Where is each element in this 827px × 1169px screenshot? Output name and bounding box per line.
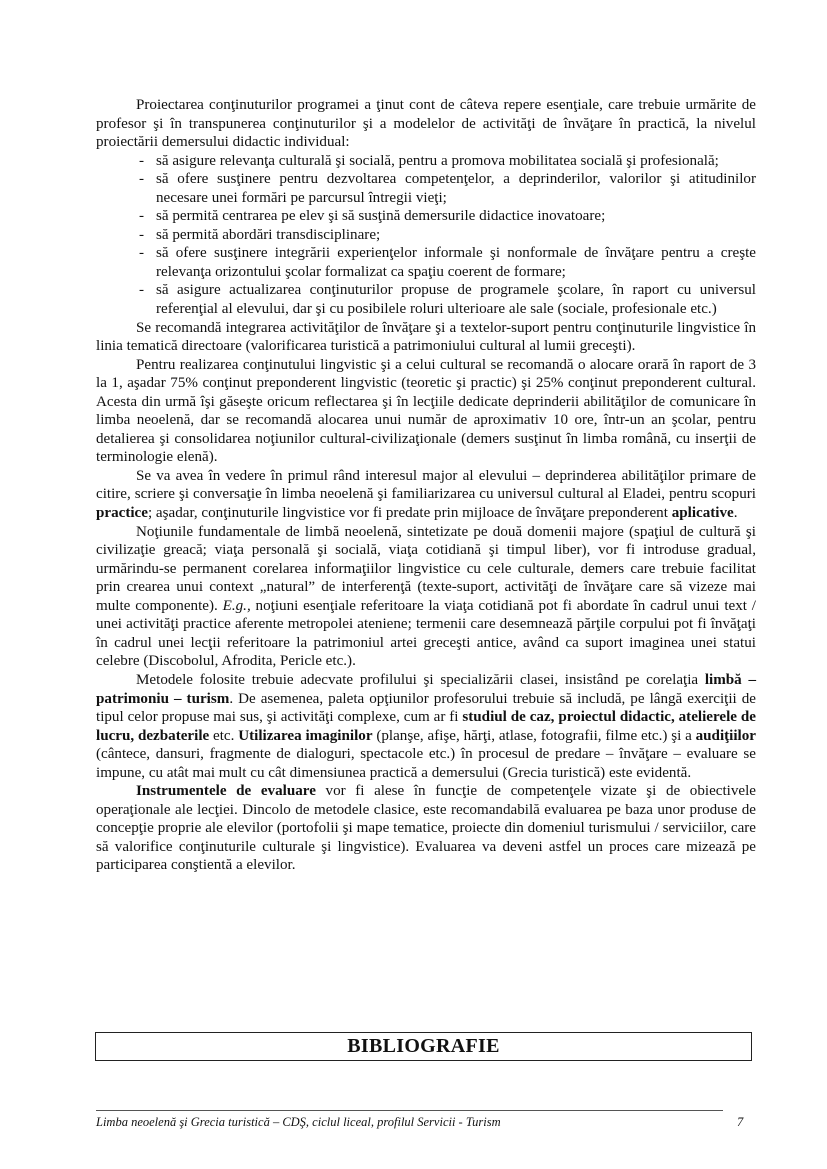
document-body: [96, 96, 756, 875]
methods-paragraph: Metodele folosite trebuie adecvate profilului şi specializării clasei, insistând pe corelaţia limbă – patrimoniu – turism. De asemenea, paleta opţiunilor profesorului trebuie să includă, pe lângă exerciţii de tipul celor propuse mai sus, şi activităţi complexe, cum ar fi studiul de caz, proiectul didactic, atelierele de lucru, dezbaterile etc. Utilizarea imaginilor (planşe, afişe, hărţi, atlase, fotografii, filme etc.) şi a audiţiilor (cântece, dansuri, fragmente de dialoguri, spectacole etc.) în procesul de predare – învăţare – evaluare se impune, cu atât mai mult cu cât dimensiunea practică a demersului (Grecia turistică) este evidentă.: [96, 671, 756, 781]
bullet-dash: -: [139, 226, 145, 243]
list-item: - să ofere susţinere pentru dezvoltarea competenţelor, a deprinderilor, valorilor şi atitudinilor necesare unei formări pe parcursul întregii vieţi;: [139, 171, 756, 206]
bullet-dash: -: [139, 245, 145, 262]
requirements-list: [96, 152, 756, 319]
bullet-dash: -: [139, 152, 145, 169]
list-item: - să permită abordări transdisciplinare;: [139, 226, 381, 243]
time-allocation-paragraph: Pentru realizarea conţinutului lingvistic şi a celui cultural se recomandă o alocare orară în raport de 3 la 1, aşadar 75% conţinut preponderent lingvistic (teoretic şi practic) şi 25% conţinut preponderent cultural. Acesta din urmă îşi găseşte oricum reflectarea şi în lecţiile dedicate deprinderii abilităţilor de comunicare în limba neoelenă, dar se recomandă alocarea unui număr de aproximativ 10 ore, într-un an şcolar, pentru detalierea şi consolidarea noţiunilor cultural-civilizaţionale (demers susţinut în limba română, cu inserţii de terminologie elenă).: [96, 356, 756, 466]
list-item: - să ofere susţinere integrării experienţelor informale şi nonformale de învăţare pentru a creşte relevanţa orizontului şcolar formalizat ca spaţiu coerent de formare;: [139, 245, 756, 280]
bullet-dash: -: [139, 208, 145, 225]
student-interest-paragraph: Se va avea în vedere în primul rând interesul major al elevului – deprinderea abilităţilor primare de citire, scriere şi conversaţie în limba neoelenă şi familiarizarea cu universul cultural al Eladei, pentru scopuri practice; aşadar, conţinuturile lingvistice vor fi predate prin mijloace de învăţare preponderent aplicative.: [96, 467, 756, 522]
language-notions-paragraph: Noţiunile fundamentale de limbă neoelenă, sintetizate pe două domenii majore (spaţiul de cultură şi civilizaţie greacă; viaţa personală şi socială, viaţa cotidiană şi timpul liber), vor fi introduse gradual, urmărindu-se permanent corelarea informaţiilor lingvistice cu cele culturale, demers care trebuie facilitat prin crearea unui context „natural” de interferenţă (texte-suport, activităţi de învăţare care să vizeze mai multe componente). E.g., noţiuni esenţiale referitoare la viaţa cotidiană pot fi abordate în cadrul unui text / unei activităţi practice aferente metropolei ateniene; termenii care desemnează părţile corpului pot fi învăţaţi în cadrul unei lecţii referitoare la patrimoniul artei greceşti antice, având ca suport imaginea unei statui celebre (Discobolul, Afrodita, Pericle etc.).: [96, 523, 756, 670]
bullet-dash: -: [139, 282, 145, 299]
list-item: - să asigure actualizarea conţinuturilor propuse de programele şcolare, în raport cu universul referenţial al elevului, dar şi cu posibilele roluri ulterioare ale sale (sociale, profesionale etc.): [139, 282, 756, 318]
section-heading-box: [95, 1032, 752, 1061]
list-item: - să asigure relevanţa culturală şi socială, pentru a promova mobilitatea socială şi profesională;: [139, 152, 719, 169]
evaluation-paragraph: Instrumentele de evaluare vor fi alese în funcţie de competenţele vizate şi de obiectivele operaţionale ale lecţiei. Dincolo de metodele clasice, este recomandabilă evaluarea pe baza unor produse de concepţie proprie ale elevilor (portofolii şi mape tematice, proiecte din domeniul turismului / serviciilor, care să valorifice conţinuturile culturale şi lingvistice). Evaluarea va deveni astfel un proces care mizează pe participarea conştientă a elevilor.: [96, 783, 757, 874]
integration-paragraph: Se recomandă integrarea activităţilor de învăţare şi a textelor-suport pentru conţinuturile lingvistice în linia tematică directoare (valorificarea turistică a patrimoniului cultural al lumii greceşti).: [96, 319, 756, 355]
footer-text: Limba neoelenă şi Grecia turistică – CDŞ, ciclul liceal, profilul Servicii - Turism: [96, 1115, 501, 1129]
page-number: 7: [737, 1115, 744, 1129]
list-item: - să permită centrarea pe elev şi să susţină demersurile didactice inovatoare;: [139, 208, 606, 225]
intro-paragraph: Proiectarea conţinuturilor programei a ţinut cont de câteva repere esenţiale, care trebuie urmărite de profesor şi în transpunerea conţinuturilor şi a modelelor de activităţi de învăţare în practică, la nivelul proiectării demersului didactic individual:: [96, 97, 756, 151]
bullet-dash: -: [139, 171, 145, 188]
footer-divider: [96, 1110, 723, 1111]
section-title: BIBLIOGRAFIE: [347, 1035, 500, 1057]
